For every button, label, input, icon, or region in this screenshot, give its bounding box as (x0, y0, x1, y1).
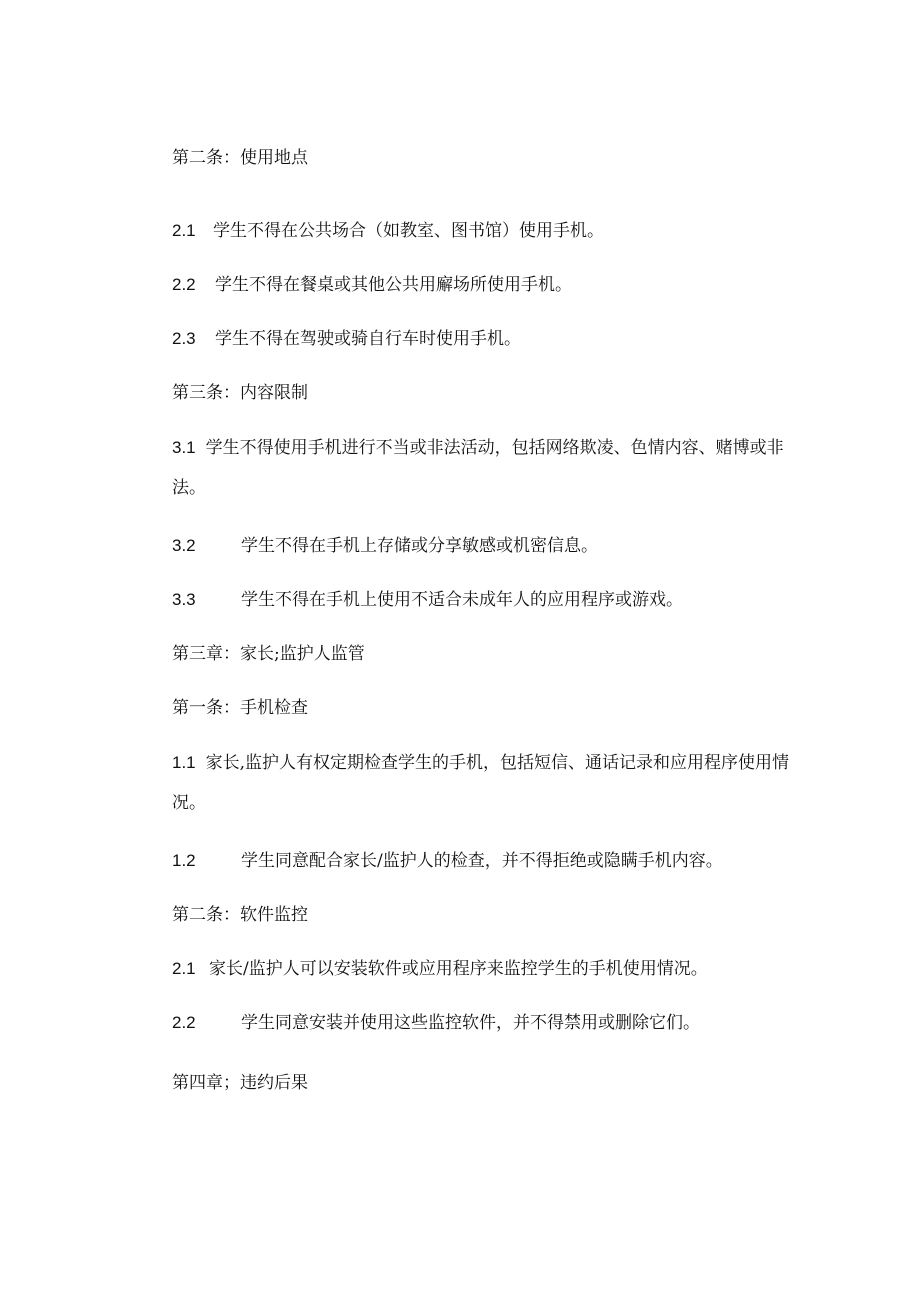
clause-number: 2.2 (172, 1013, 196, 1032)
clause-number: 1.1 (172, 753, 196, 772)
clause-text: 学生同意配合家长/监护人的检查，并不得拒绝或隐瞒手机内容。 (241, 851, 723, 871)
clause-text: 学生不得使用手机进行不当或非法活动，包括网络欺凌、色情内容、赌博或非法。 (172, 438, 784, 498)
clause-2-1-software (172, 958, 708, 980)
clause-text: 学生不得在手机上存储或分享敏感或机密信息。 (241, 536, 599, 556)
clause-3-1 (172, 428, 792, 508)
clause-3-2 (172, 535, 598, 557)
clause-3-3 (172, 589, 683, 611)
clause-number: 3.2 (172, 536, 196, 555)
article-2-software-title: 第二条：软件监控 (172, 905, 308, 925)
clause-text: 学生不得在餐桌或其他公共用廨场所使用手机。 (215, 275, 573, 295)
article-3-title: 第三条：内容限制 (172, 383, 308, 403)
clause-number: 2.1 (172, 221, 196, 240)
clause-1-2 (172, 850, 723, 872)
chapter-3-title: 第三章：家长;监护人监管 (172, 644, 365, 664)
clause-number: 1.2 (172, 851, 196, 870)
clause-text: 学生不得在驾驶或骑自行车时使用手机。 (215, 329, 522, 349)
clause-number: 3.1 (172, 438, 196, 457)
clause-number: 2.2 (172, 275, 196, 294)
article-2-title: 第二条：使用地点 (172, 148, 308, 168)
clause-text: 学生不得在手机上使用不适合未成年人的应用程序或游戏。 (241, 590, 684, 610)
clause-text: 学生不得在公共场合（如教室、图书馆）使用手机。 (213, 221, 605, 241)
clause-2-1 (172, 220, 604, 242)
article-1-title: 第一条：手机检查 (172, 698, 308, 718)
clause-2-3 (172, 328, 521, 350)
clause-number: 2.1 (172, 959, 196, 978)
chapter-4-title: 第四章；违约后果 (172, 1073, 308, 1093)
clause-text: 家长/监护人可以安装软件或应用程序来监控学生的手机使用情况。 (209, 959, 708, 979)
clause-number: 3.3 (172, 590, 196, 609)
clause-text: 家长,监护人有权定期检查学生的手机，包括短信、通话记录和应用程序使用情况。 (172, 753, 790, 813)
clause-text: 学生同意安装并使用这些监控软件，并不得禁用或删除它们。 (241, 1013, 701, 1033)
clause-number: 2.3 (172, 329, 196, 348)
clause-2-2-software (172, 1012, 700, 1034)
clause-1-1 (172, 743, 792, 823)
clause-2-2 (172, 274, 572, 296)
